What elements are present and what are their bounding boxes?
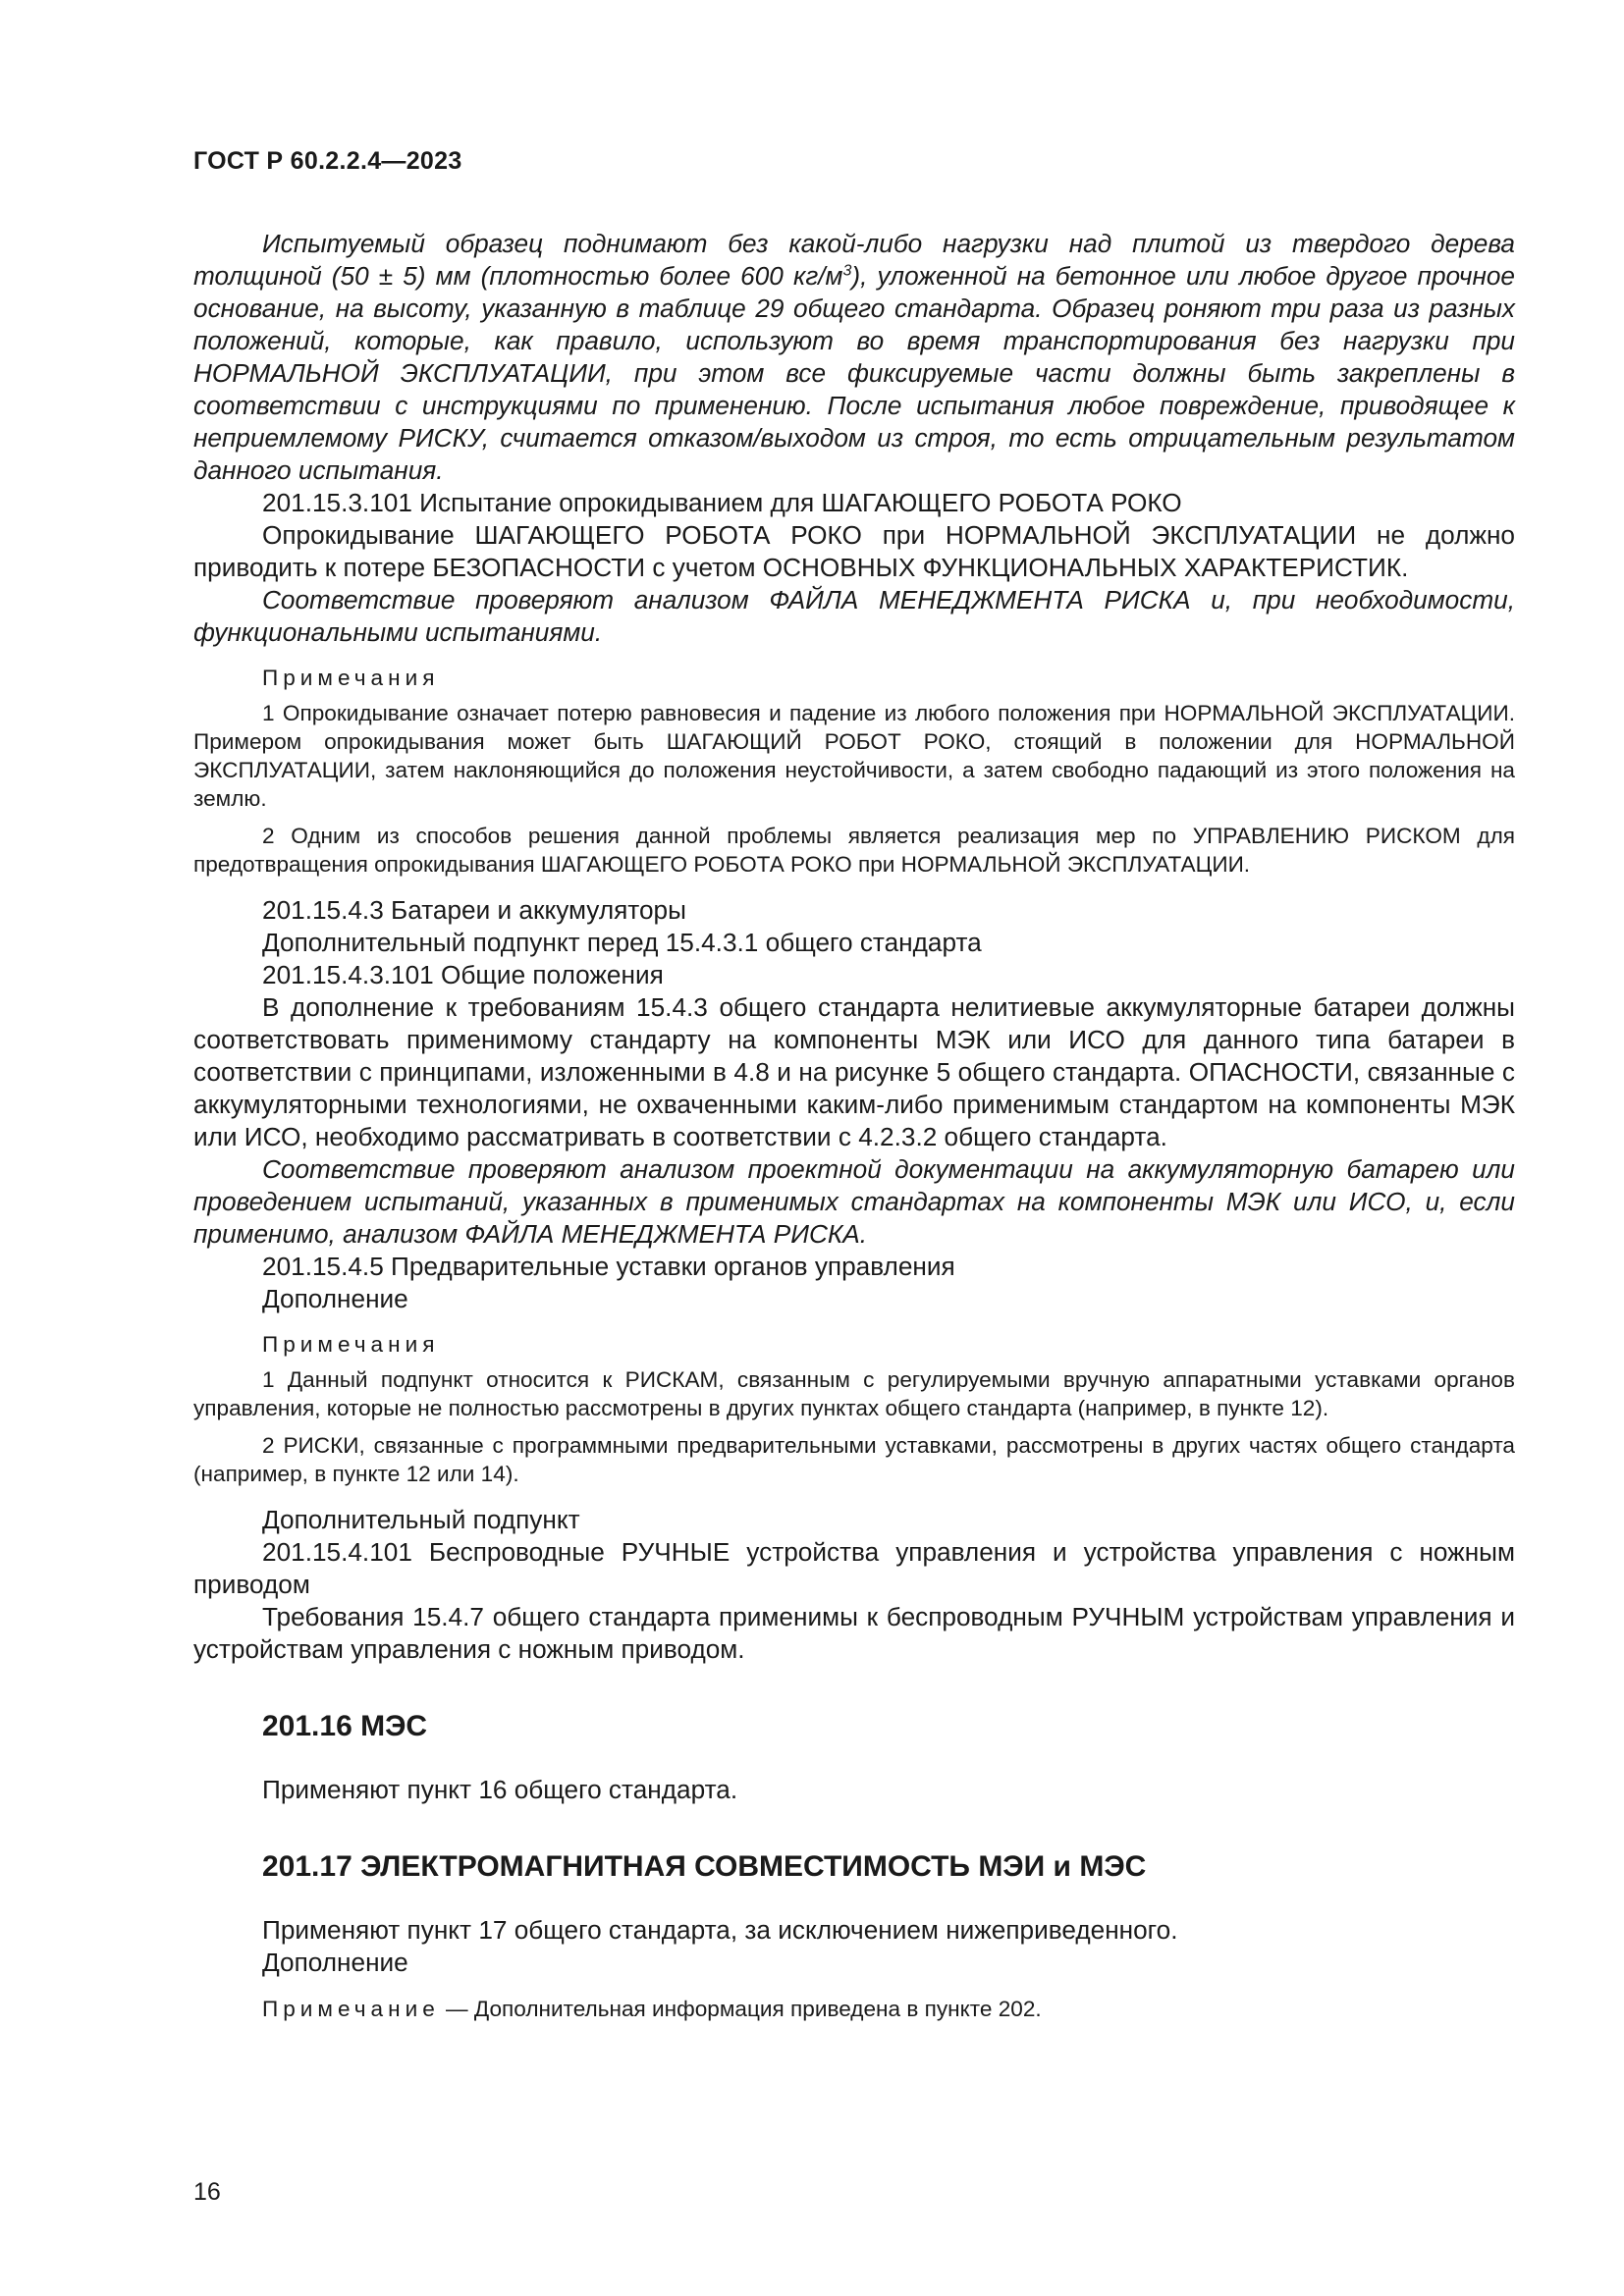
clause-201-15-4-3: 201.15.4.3 Батареи и аккумуляторы (262, 895, 686, 925)
document-header: ГОСТ Р 60.2.2.4—2023 (193, 147, 462, 175)
paragraph: Требования 15.4.7 общего стандарта применимы к беспроводным РУЧНЫМ устройствам управления и устройствам управления с ножным приводом. (193, 1602, 1515, 1664)
paragraph-tipping-requirement: Опрокидывание ШАГАЮЩЕГО РОБОТА РОКО при НОРМАЛЬНОЙ ЭКСПЛУАТАЦИИ не должно приводить к потере БЕЗОПАСНОСТИ с учетом ОСНОВНЫХ ФУНКЦИОНАЛЬНЫХ ХАРАКТЕРИСТИК. (193, 520, 1515, 582)
paragraph: Дополнительный подпункт перед 15.4.3.1 общего стандарта (262, 928, 982, 957)
clause-201-15-4-5: 201.15.4.5 Предварительные уставки органов управления (262, 1252, 955, 1281)
final-note: Примечание — Дополнительная информация приведена в пункте 202. (262, 1997, 1042, 2021)
final-note-label: Примечание (262, 1997, 440, 2021)
note-item: 2 РИСКИ, связанные с программными предварительными уставками, рассмотрены в других частях общего стандарта (например, в пункте 12 или 14). (193, 1433, 1515, 1486)
clause-201-15-4-101: 201.15.4.101 Беспроводные РУЧНЫЕ устройства управления и устройства управления с ножным приводом (193, 1537, 1515, 1599)
paragraph: Дополнение (262, 1948, 408, 1977)
note-item: 1 Данный подпункт относится к РИСКАМ, связанным с регулируемыми вручную аппаратными уставками органов управления, которые не полностью рассмотрены в других пунктах общего стандарта (например, в пункте 12). (193, 1367, 1515, 1420)
paragraph: Применяют пункт 16 общего стандарта. (262, 1775, 738, 1804)
page-number: 16 (193, 2178, 221, 2206)
section-heading-201-17: 201.17 ЭЛЕКТРОМАГНИТНАЯ СОВМЕСТИМОСТЬ МЭИ и МЭС (262, 1850, 1147, 1883)
notes-label: Примечания (262, 666, 440, 690)
clause-201-15-3-101: 201.15.3.101 Испытание опрокидыванием для ШАГАЮЩЕГО РОБОТА РОКО (262, 488, 1182, 517)
clause-201-15-4-3-101: 201.15.4.3.101 Общие положения (262, 960, 664, 989)
paragraph-drop-test: Испытуемый образец поднимают без какой-либо нагрузки над плитой из твердого дерева толщиной (50 ± 5) мм (плотностью более 600 $кг/м^3$), уложенной на бетонное или любое другое прочное основание, на высоту, указанную в таблице 29 общего стандарта. Образец роняют три раза из разных положений, которые, как правило, используют во время транспортирования без нагрузки при НОРМАЛЬНОЙ ЭКСПЛУАТАЦИИ, при этом все фиксируемые части должны быть закреплены в соответствии с инструкциями по применению. После испытания любое повреждение, приводящее к неприемлемому РИСКУ, считается отказом/выходом из строя, то есть отрицательным результатом данного испытания. (193, 229, 1515, 485)
paragraph: Дополнение (262, 1284, 408, 1313)
paragraph: Дополнительный подпункт (262, 1505, 580, 1534)
note-item: 2 Одним из способов решения данной проблемы является реализация мер по УПРАВЛЕНИЮ РИСКОМ для предотвращения опрокидывания ШАГАЮЩЕГО РОБОТА РОКО при НОРМАЛЬНОЙ ЭКСПЛУАТАЦИИ. (193, 824, 1515, 877)
paragraph-battery-requirements: В дополнение к требованиям 15.4.3 общего стандарта нелитиевые аккумуляторные батареи должны соответствовать применимому стандарту на компоненты МЭК или ИСО для данного типа батареи в соответствии с принципами, изложенными в 4.8 и на рисунке 5 общего стандарта. ОПАСНОСТИ, связанные с аккумуляторными технологиями, не охваченными каким-либо применимым стандартом на компоненты МЭК или ИСО, необходимо рассматривать в соответствии с 4.2.3.2 общего стандарта. (193, 992, 1515, 1151)
notes-label: Примечания (262, 1332, 440, 1357)
section-heading-201-16: 201.16 МЭС (262, 1710, 428, 1742)
paragraph-compliance-2: Соответствие проверяют анализом проектной документации на аккумуляторную батарею или проведением испытаний, указанных в применимых стандартах на компоненты МЭК или ИСО, и, если применимо, анализом ФАЙЛА МЕНЕДЖМЕНТА РИСКА. (193, 1154, 1515, 1249)
document-body (193, 228, 1515, 2023)
paragraph: Применяют пункт 17 общего стандарта, за исключением нижеприведенного. (262, 1915, 1178, 1945)
note-item: 1 Опрокидывание означает потерю равновесия и падение из любого положения при НОРМАЛЬНОЙ ЭКСПЛУАТАЦИИ. Примером опрокидывания может быть ШАГАЮЩИЙ РОБОТ РОКО, стоящий в положении для НОРМАЛЬНОЙ ЭКСПЛУАТАЦИИ, затем наклоняющийся до положения неустойчивости, а затем свободно падающий из этого положения на землю. (193, 701, 1515, 811)
paragraph-compliance-1: Соответствие проверяют анализом ФАЙЛА МЕНЕДЖМЕНТА РИСКА и, при необходимости, функциональными испытаниями. (193, 585, 1515, 647)
